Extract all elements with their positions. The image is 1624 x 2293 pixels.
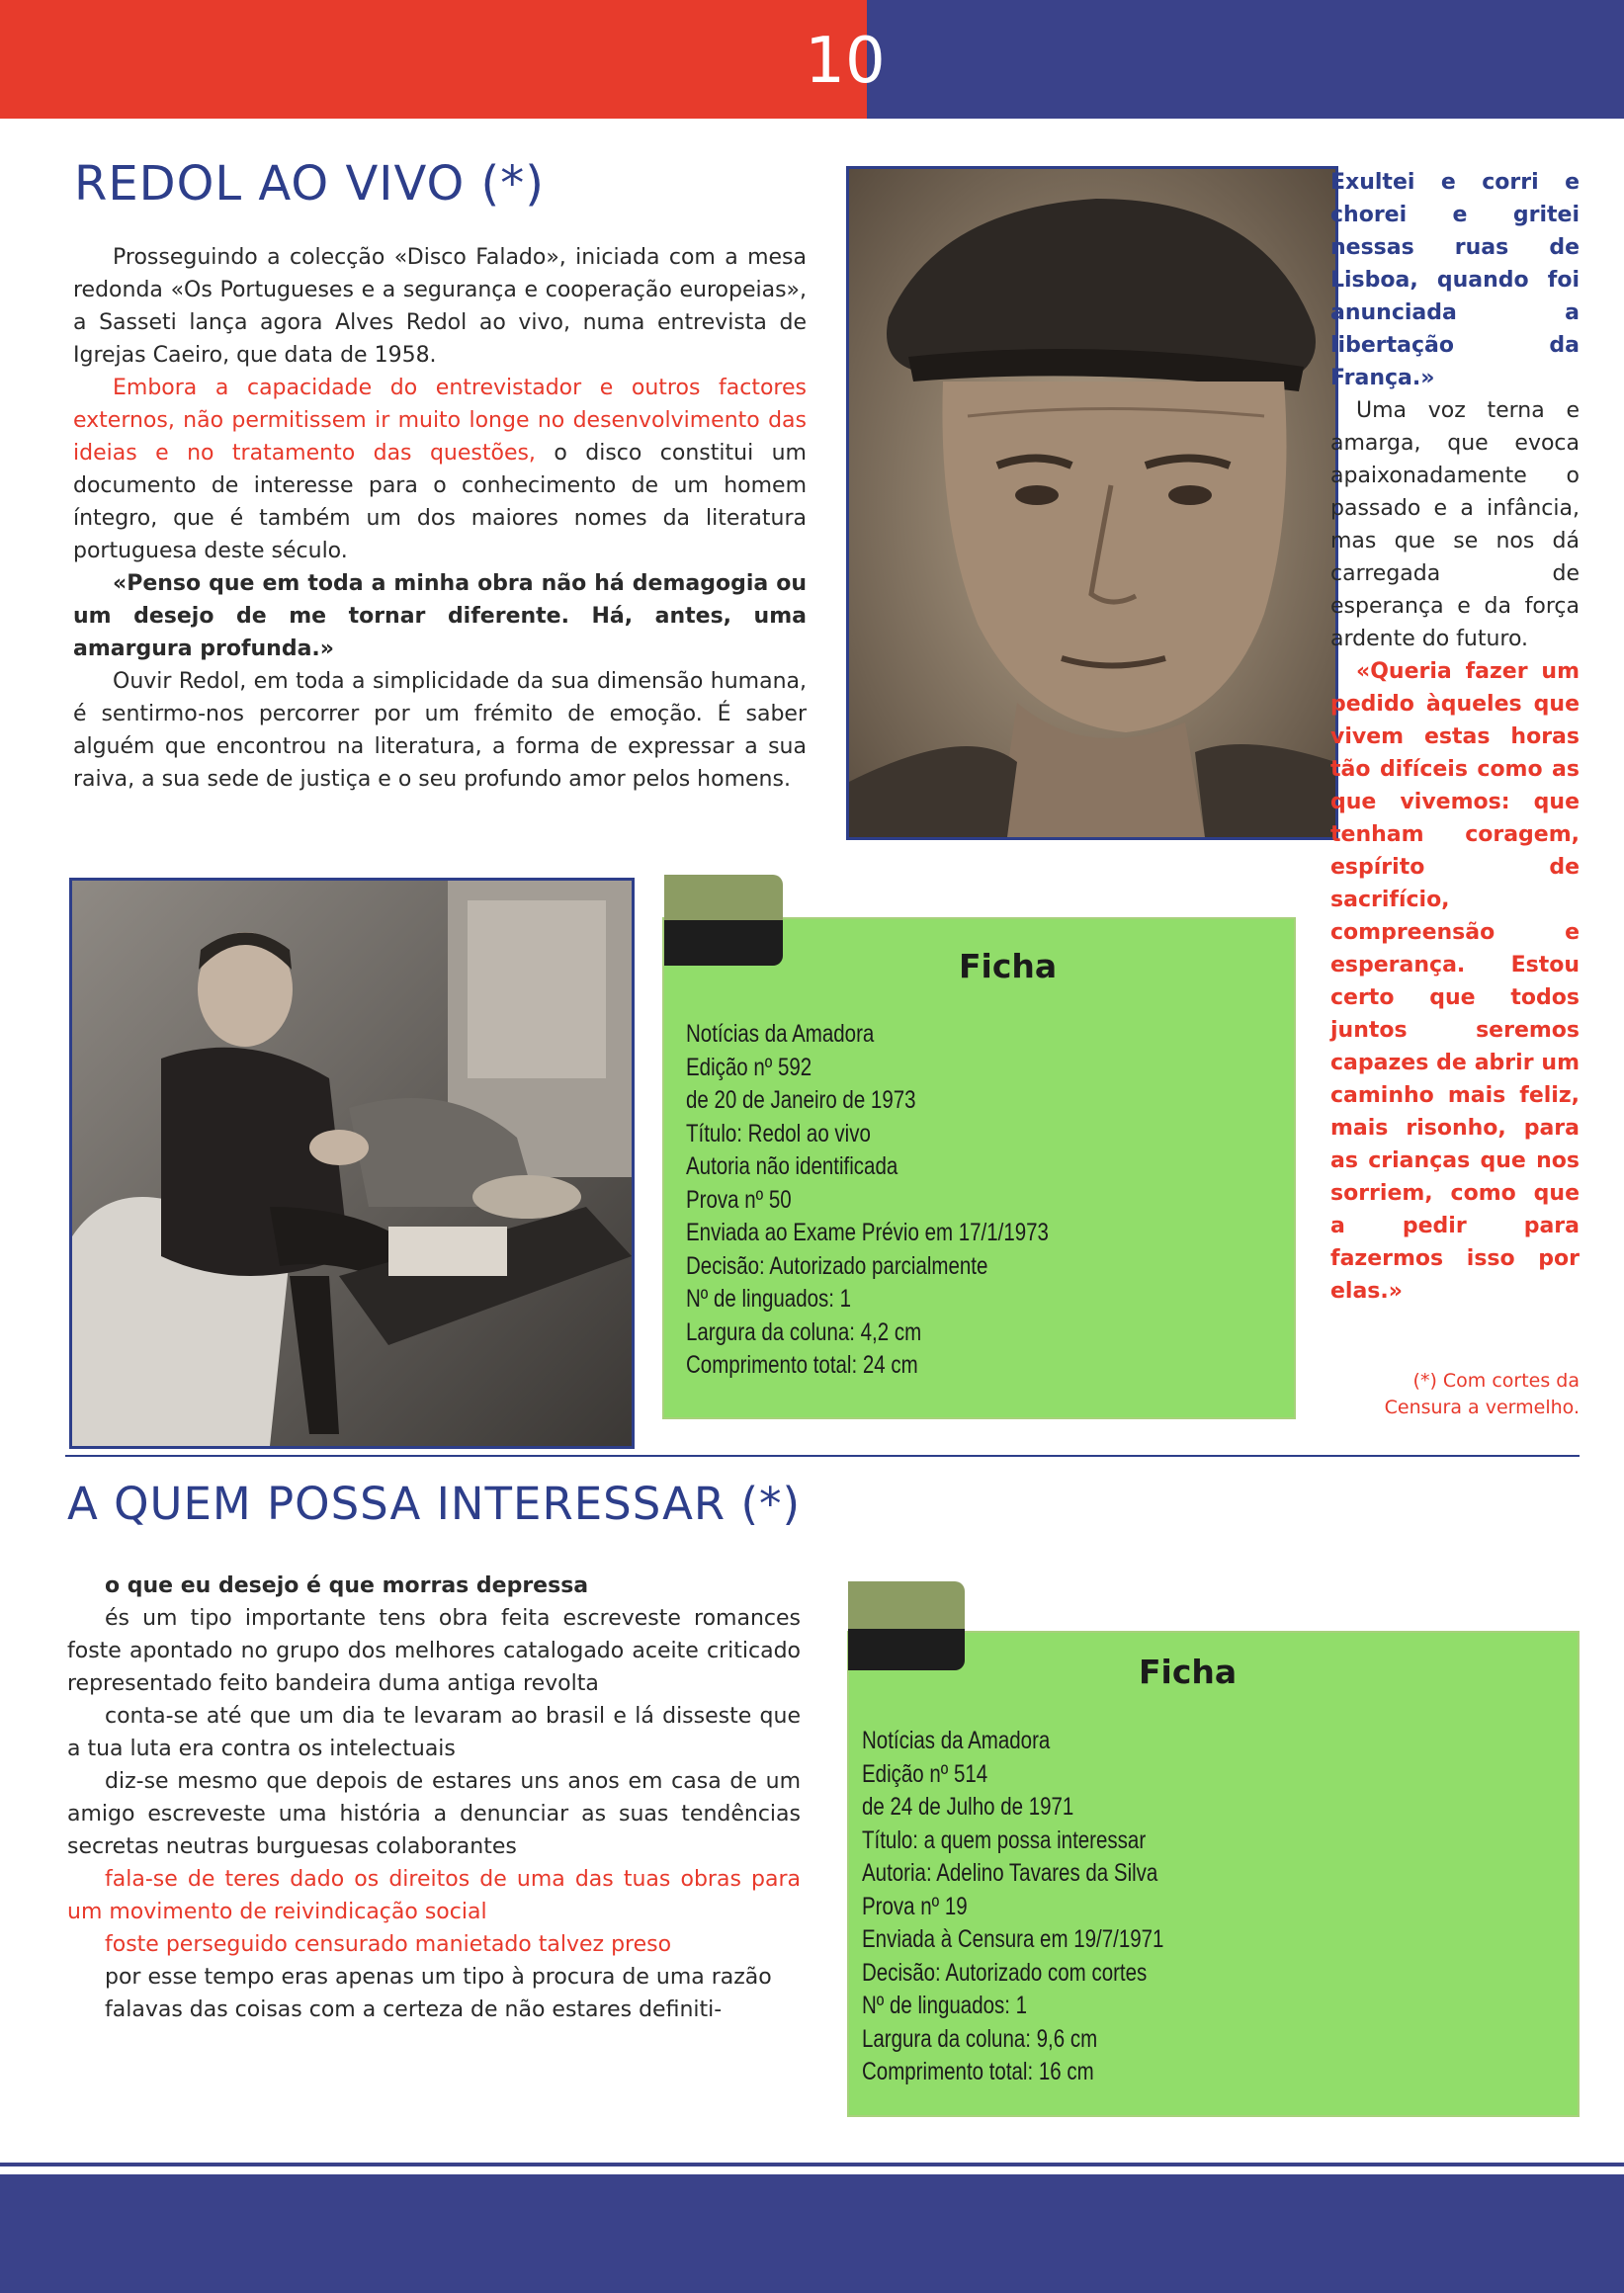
article2-paragraph: falavas das coisas com a certeza de não estares definiti- [105,1997,723,2022]
photo-redol-seated [69,878,635,1449]
header-red-band [0,0,867,119]
ficha-line: Nº de linguados: 1 [686,1285,852,1313]
side-quote-liberation: Exultei e corri e chorei e gritei nessas ruas de Lisboa, quando foi anunciada a libertação da França.» [1330,170,1580,390]
article2-paragraph: por esse tempo eras apenas um tipo à procura de uma razão [105,1965,772,1990]
ficha-details-1 [686,1018,1049,1383]
ficha-title: Ficha [959,947,1058,985]
portrait-illustration [849,169,1335,837]
ficha-line: Notícias da Amadora [862,1727,1051,1754]
ficha-line: Edição nº 514 [862,1759,988,1788]
footnote-line: Censura a vermelho. [1384,1397,1580,1418]
article2-paragraph: és um tipo importante tens obra feita escreveste romances foste apontado no grupo dos melhores catalogado aceite criticado representado feito bandeira duma antiga revolta [67,1606,801,1696]
page-number: 10 [805,25,886,98]
header-blue-band [867,0,1624,119]
side-column [1330,166,1580,1308]
ficha-title: Ficha [1139,1653,1238,1691]
ficha-line: Título: a quem possa interessar [862,1826,1147,1854]
footer-blue-band [0,2174,1624,2293]
footnote [1325,1368,1580,1421]
ficha-line: Notícias da Amadora [686,1020,875,1048]
ficha-details-2 [862,1725,1163,2089]
ficha-line: Largura da coluna: 4,2 cm [686,1317,922,1346]
censored-text: Embora a capacidade do entrevistador e outros factores externos, não permitissem ir muito longe no desenvolvimento das ideias e no tratamento das questões, [73,376,807,466]
ficha-line: de 24 de Julho de 1971 [862,1793,1074,1821]
photo-redol-portrait [846,166,1338,840]
ficha-line: Título: Redol ao vivo [686,1119,871,1147]
ficha-line: Autoria não identificada [686,1152,898,1180]
ficha-line: Enviada à Censura em 19/7/1971 [862,1925,1164,1953]
ficha-line: Comprimento total: 24 cm [686,1351,918,1379]
censored-text: foste perseguido censurado manietado talvez preso [105,1932,672,1957]
ficha-line: Nº de linguados: 1 [862,1992,1028,2019]
ficha-line: Decisão: Autorizado com cortes [862,1958,1148,1987]
article1-paragraph: Embora a capacidade do entrevistador e outros factores externos, não permitissem ir muito longe no desenvolvimento das ideias e no tratamento das questões, o disco constitui um documento de interesse para o conhecimento de um homem íntegro, que é também um dos maiores nomes da literatura portuguesa deste século. [73,376,807,563]
article2-paragraph: conta-se até que um dia te levaram ao brasil e lá disseste que a tua luta era contra os intelectuais [67,1704,801,1761]
censored-text: fala-se de teres dado os direitos de uma das tuas obras para um movimento de reivindicação social [67,1867,801,1924]
article1-paragraph: Prosseguindo a colecção «Disco Falado», iniciada com a mesa redonda «Os Portugueses e a segurança e cooperação europeias», a Sasseti lança agora Alves Redol ao vivo, numa entrevista de Igrejas Caeiro, que data de 1958. [73,245,807,368]
article2-lead: o que eu desejo é que morras depressa [105,1573,589,1598]
ficha-line: Largura da coluna: 9,6 cm [862,2024,1098,2053]
ficha-line: Comprimento total: 16 cm [862,2058,1094,2085]
ficha-line: Prova nº 19 [862,1892,968,1920]
ficha-line: Decisão: Autorizado parcialmente [686,1251,988,1280]
article2-paragraph: diz-se mesmo que depois de estares uns anos em casa de um amigo escreveste uma história a denunciar as suas tendências secretas neutras burguesas colaborantes [67,1769,801,1859]
seated-illustration [72,881,632,1446]
ficha-line: Autoria: Adelino Tavares da Silva [862,1859,1158,1887]
article1-title: REDOL AO VIVO (*) [74,156,545,212]
footer-rule [0,2163,1624,2166]
article2-body [67,1570,801,2026]
side-paragraph: Uma voz terna e amarga, que evoca apaixonadamente o passado e a infância, mas que se nos dá carregada de esperança e da força ardente do futuro. [1330,398,1580,651]
side-quote-censored: «Queria fazer um pedido àqueles que vivem estas horas tão difíceis como as que vivemos: que tenham coragem, espírito de sacrifício, compreensão e esperança. Estou certo que todos juntos seremos capazes de abrir um caminho mais feliz, mais risonho, para as crianças que nos sorriem, como que a pedir para fazermos isso por elas.» [1330,659,1580,1304]
article2-title: A QUEM POSSA INTERESSAR (*) [67,1478,802,1530]
ficha-line: Prova nº 50 [686,1185,792,1214]
ficha-line: Enviada ao Exame Prévio em 17/1/1973 [686,1219,1049,1246]
footnote-line: (*) Com cortes da [1412,1370,1580,1392]
ficha-line: de 20 de Janeiro de 1973 [686,1086,916,1114]
section-divider [65,1455,1580,1457]
article1-body [73,241,807,796]
article1-quote: «Penso que em toda a minha obra não há demagogia ou um desejo de me tornar diferente. Há, antes, uma amargura profunda.» [73,571,807,661]
ficha-line: Edição nº 592 [686,1053,812,1081]
article1-paragraph: Ouvir Redol, em toda a simplicidade da sua dimensão humana, é sentirmo-nos percorrer por um frémito de emoção. É saber alguém que encontrou na literatura, a forma de expressar a sua raiva, a sua sede de justiça e o seu profundo amor pelos homens. [73,669,807,792]
